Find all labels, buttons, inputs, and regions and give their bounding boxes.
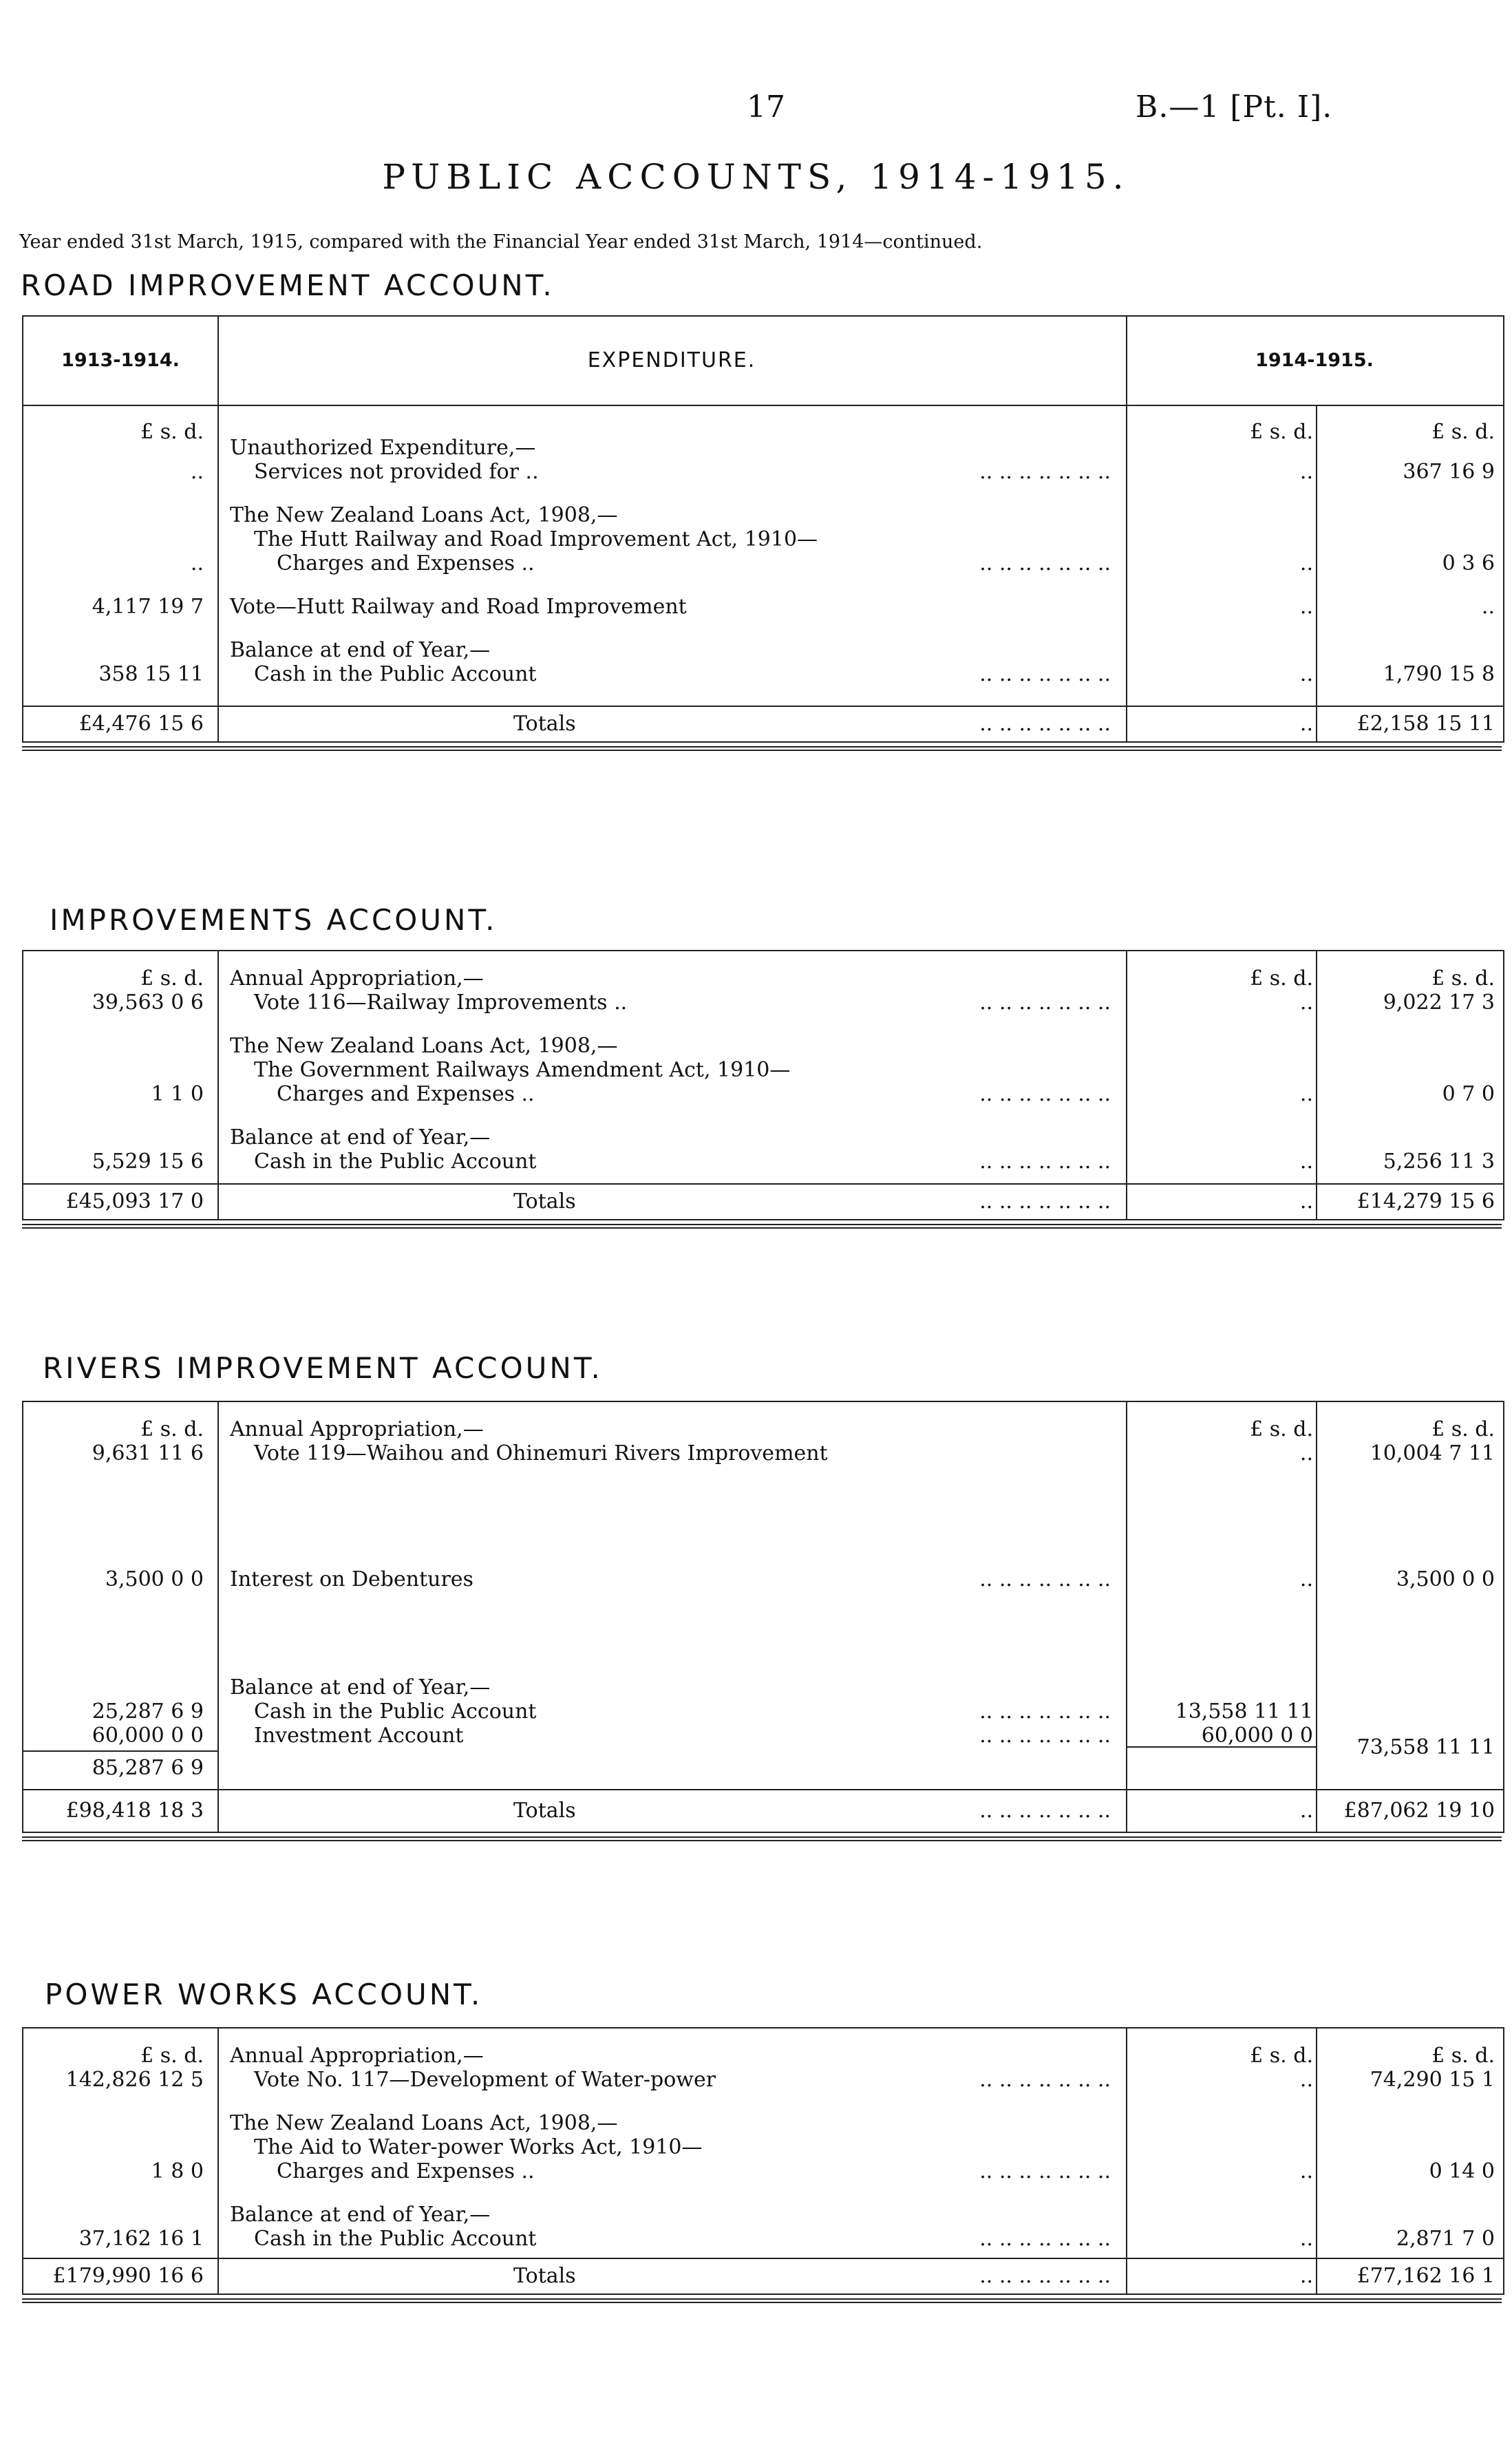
improvements-section-title: IMPROVEMENTS ACCOUNT. [50, 903, 498, 937]
table-row: 39,563 0 6 Vote 116—Railway Improvements .. .. .. .. .. .. .. .. .. 9,022 17 3 [92, 991, 1495, 1015]
page-title: PUBLIC ACCOUNTS, 1914-1915. [382, 157, 1130, 197]
table-row: The Government Railways Amendment Act, 1910— [254, 1058, 791, 1082]
table-row: 1 8 0 Charges and Expenses .. .. .. .. .. .. .. .. .. 0 14 0 [151, 2159, 1495, 2183]
table-row: .. Charges and Expenses .. .. .. .. .. .. .. .. .. 0 3 6 [190, 551, 1495, 575]
totals-row: £179,990 16 6 Totals .. .. .. .. .. .. .. .. £77,162 16 1 [23, 2258, 1503, 2294]
totals-row: £98,418 18 3 Totals .. .. .. .. .. .. .. .. £87,062 19 10 [23, 1789, 1503, 1832]
power-section-title: POWER WORKS ACCOUNT. [45, 1978, 483, 2011]
table-row: The Hutt Railway and Road Improvement Act, 1910— [254, 527, 818, 551]
table-row: The Aid to Water-power Works Act, 1910— [254, 2135, 703, 2159]
rivers-table [22, 1401, 1502, 1841]
page-number: 17 [747, 89, 785, 125]
table-row: 37,162 16 1 Cash in the Public Account .. .. .. .. .. .. .. .. 2,871 7 0 [78, 2227, 1495, 2251]
table-row: Balance at end of Year,— [230, 638, 491, 662]
intro-line: Year ended 31st March, 1915, compared with the Financial Year ended 31st March, 1914—continued. [19, 231, 983, 253]
road-table [22, 315, 1502, 751]
table-row: Balance at end of Year,— [230, 1125, 491, 1150]
rivers-section-title: RIVERS IMPROVEMENT ACCOUNT. [43, 1351, 603, 1385]
power-table [22, 2027, 1502, 2303]
totals-row: £45,093 17 0 Totals .. .. .. .. .. .. .. .. £14,279 15 6 [23, 1183, 1503, 1219]
road-header [23, 317, 1503, 406]
table-row: The New Zealand Loans Act, 1908,— [230, 503, 618, 527]
double-rule [22, 2298, 1502, 2303]
totals-row: £4,476 15 6 Totals .. .. .. .. .. .. .. .. £2,158 15 11 [23, 706, 1503, 741]
double-rule [22, 746, 1502, 751]
road-section-title: ROAD IMPROVEMENT ACCOUNT. [21, 268, 555, 302]
table-row: 4,117 19 7 Vote—Hutt Railway and Road Improvement .. .. [92, 595, 1495, 619]
double-rule [22, 1224, 1502, 1229]
money-units-row: £ s. d. £ s. d. £ s. d. [140, 420, 1495, 444]
page-code: B.—1 [Pt. I]. [1136, 89, 1333, 125]
table-row: 358 15 11 Cash in the Public Account .. .. .. .. .. .. .. .. 1,790 15 8 [98, 662, 1495, 686]
table-row: £ s. d. Annual Appropriation,— £ s. d. £ s. d. [140, 1417, 1495, 1441]
table-row: 3,500 0 0 Interest on Debentures .. .. .. .. .. .. .. .. 3,500 0 0 [105, 1567, 1495, 1591]
table-row: The New Zealand Loans Act, 1908,— [230, 1034, 618, 1058]
table-row: .. Services not provided for .. .. .. .. .. .. .. .. .. 367 16 9 [190, 460, 1495, 484]
table-row: 5,529 15 6 Cash in the Public Account .. .. .. .. .. .. .. .. 5,256 11 3 [92, 1150, 1495, 1174]
table-row: 1 1 0 Charges and Expenses .. .. .. .. .. .. .. .. .. 0 7 0 [151, 1082, 1495, 1106]
table-row: £ s. d. Annual Appropriation,— £ s. d. £ s. d. [140, 2044, 1495, 2068]
col-expenditure: EXPENDITURE. [587, 348, 756, 372]
table-row: The New Zealand Loans Act, 1908,— [230, 2111, 618, 2135]
col-curr-year: 1914-1915. [1255, 350, 1374, 371]
table-row: Balance at end of Year,— [230, 1675, 491, 1699]
table-row: Balance at end of Year,— [230, 2203, 491, 2227]
table-row: £ s. d. Annual Appropriation,— £ s. d. £ s. d. [140, 966, 1495, 991]
table-row: 85,287 6 9 73,558 11 11 [23, 1748, 1503, 1789]
col-prev-year: 1913-1914. [61, 350, 180, 371]
table-row: 9,631 11 6 Vote 119—Waihou and Ohinemuri Rivers Improvement .. 10,004 7 11 [92, 1441, 1495, 1465]
table-row: 142,826 12 5 Vote No. 117—Development of Water-power .. .. .. .. .. .. .. .. 74,290 15 1 [65, 2068, 1495, 2092]
table-row: Unauthorized Expenditure,— [230, 436, 536, 460]
double-rule [22, 1836, 1502, 1841]
improvements-table [22, 950, 1502, 1229]
table-row: 60,000 0 0 Investment Account .. .. .. .. .. .. .. 60,000 0 0 [92, 1724, 1313, 1748]
table-row: 25,287 6 9 Cash in the Public Account .. .. .. .. .. .. .. 13,558 11 11 [92, 1699, 1313, 1724]
